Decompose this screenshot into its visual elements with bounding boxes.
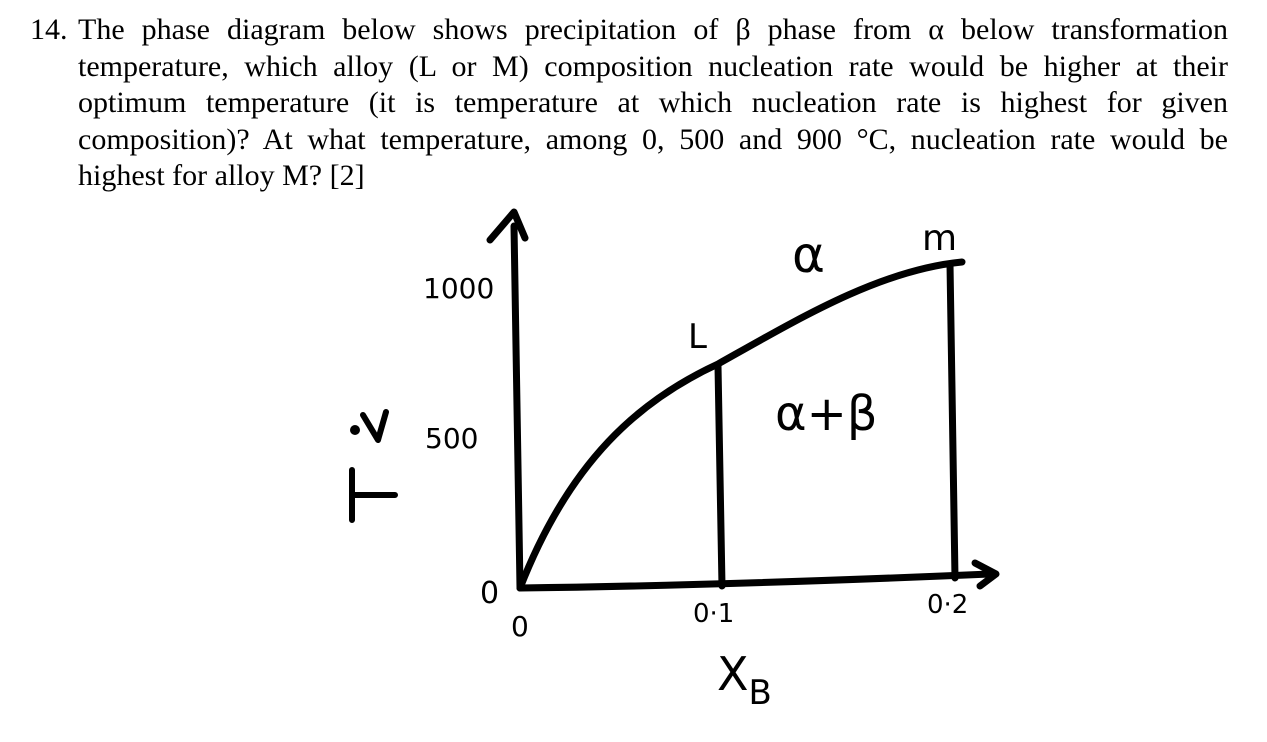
question-line: temperature, which alloy (L or M) composition nucleation rate would be higher at their <box>78 49 1228 83</box>
celsius-mark <box>363 412 386 440</box>
y-tick-0: 0 <box>480 576 500 611</box>
x-axis-label-subscript: B <box>748 673 772 713</box>
x-axis-label: $X_B$ <box>717 647 772 713</box>
y-axis <box>514 226 520 588</box>
y-axis-arrowhead <box>490 212 525 240</box>
x-tick-0.1: 0·1 <box>693 599 735 629</box>
solvus-curve <box>520 262 962 588</box>
degree-mark <box>350 425 360 435</box>
question-line: composition)? At what temperature, among 0, 500 and 900 °C, nucleation rate would be <box>78 122 1228 156</box>
region-alpha-beta-label: α+β <box>775 386 878 442</box>
x-tick-0.2: 0·2 <box>927 590 969 620</box>
alloy-L-label: L <box>688 317 707 357</box>
region-alpha-label: α <box>792 226 825 284</box>
T-mark <box>352 470 395 520</box>
x-axis <box>520 574 990 588</box>
y-tick-1000: 1000 <box>423 272 495 305</box>
question-line: The phase diagram below shows precipitation of β phase from α below transformation <box>78 13 1228 46</box>
question-number: 14. <box>30 13 68 46</box>
question-line: highest for alloy M? [2] <box>78 159 365 192</box>
alloy-M-line <box>950 264 955 578</box>
question-line: optimum temperature (it is temperature at which nucleation rate is highest for given <box>78 86 1228 119</box>
x-tick-0: 0 <box>511 610 529 643</box>
alloy-L-line <box>718 366 722 586</box>
alloy-M-label: m <box>922 218 958 259</box>
y-tick-500: 500 <box>425 422 479 455</box>
